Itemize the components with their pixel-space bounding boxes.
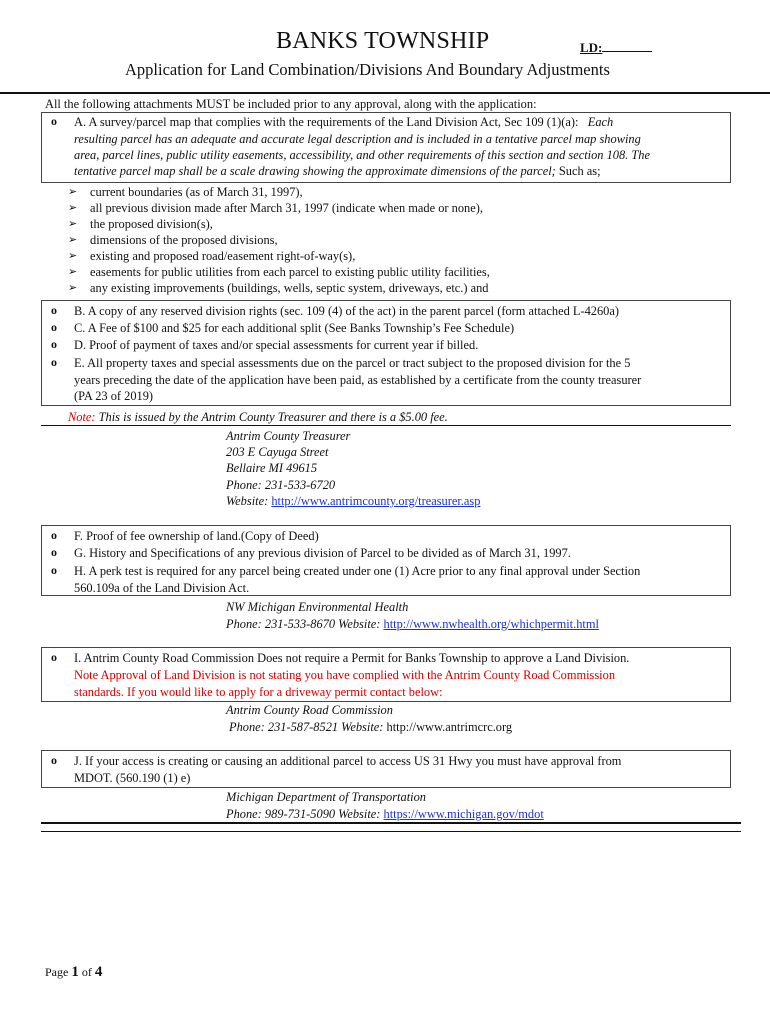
ld-blank-line <box>602 51 652 52</box>
item-j-line2: MDOT. (560.190 (1) e) <box>74 771 191 785</box>
item-a-line4: tentative parcel map shall be a scale drawing showing the approximate dimensions of the parcel; Such as; <box>74 164 601 178</box>
intro-text: All the following attachments MUST be included prior to any approval, along with the application: <box>45 97 537 111</box>
header-rule <box>0 92 770 94</box>
item-f: F. Proof of fee ownership of land.(Copy of Deed) <box>74 529 319 543</box>
item-h-line1: H. A perk test is required for any parcel being created under one (1) Acre prior to any final approval under Section <box>74 564 641 578</box>
bullet-f: o <box>51 528 57 542</box>
bullet-i: o <box>51 650 57 664</box>
note-rule <box>41 425 731 426</box>
mdot-name: Michigan Department of Transportation <box>226 790 426 804</box>
treasurer-name: Antrim County Treasurer <box>226 429 351 443</box>
bullet-g: o <box>51 545 57 559</box>
item-b: B. A copy of any reserved division rights (sec. 109 (4) of the act) in the parent parcel (form attached L-4260a) <box>74 304 619 318</box>
item-h-line2: 560.109a of the Land Division Act. <box>74 581 250 595</box>
arrow-bullet-icon: ➢ <box>68 266 78 278</box>
treasurer-city: Bellaire MI 49615 <box>226 461 318 475</box>
mdot-website-link[interactable]: https://www.michigan.gov/mdot <box>383 807 544 821</box>
arrow-bullet-icon: ➢ <box>68 282 78 294</box>
ld-field[interactable] <box>580 40 652 56</box>
item-g: G. History and Specifications of any previous division of Parcel to be divided as of March 31, 1997. <box>74 546 571 560</box>
item-c: C. A Fee of $100 and $25 for each additional split (See Banks Township’s Fee Schedule) <box>74 321 515 335</box>
bullet-d: o <box>51 337 57 351</box>
bullet-a: o <box>51 114 57 128</box>
treasurer-street: 203 E Cayuga Street <box>226 445 329 459</box>
road-phone-row: Phone: 231-587-8521 Website: http://www.antrimcrc.org <box>229 720 513 734</box>
arrow-bullet-icon: ➢ <box>68 218 78 230</box>
treasurer-note: Note: This is issued by the Antrim County Treasurer and there is a $5.00 fee. <box>68 410 448 424</box>
bullet-b: o <box>51 303 57 317</box>
bottom-rule-2 <box>41 831 741 832</box>
bullet-j: o <box>51 753 57 767</box>
mdot-phone-row: Phone: 989-731-5090 Website: https://www.michigan.gov/mdot <box>226 807 544 821</box>
health-website-link[interactable]: http://www.nwhealth.org/whichpermit.html <box>383 617 599 631</box>
item-j-line1: J. If your access is creating or causing an additional parcel to access US 31 Hwy you must have approval from <box>74 754 622 768</box>
item-i-note-line2: standards. If you would like to apply for a driveway permit contact below: <box>74 685 443 699</box>
form-subtitle: Application for Land Combination/Divisions And Boundary Adjustments <box>125 60 610 79</box>
item-e-line1: E. All property taxes and special assessments due on the parcel or tract subject to the proposed division for the 5 <box>74 356 631 370</box>
item-a-line3: area, parcel lines, public utility easements, accessibility, and other requirements of this section and section 108. The <box>74 148 650 162</box>
bottom-rule-1 <box>41 822 741 824</box>
treasurer-phone: Phone: 231-533-6720 <box>226 478 336 492</box>
treasurer-website-row: Website: http://www.antrimcounty.org/treasurer.asp <box>226 494 481 508</box>
page-number: Page 1 of 4 <box>45 964 103 980</box>
bullet-e: o <box>51 355 57 369</box>
item-e-line3: (PA 23 of 2019) <box>74 389 154 403</box>
bullet-c: o <box>51 320 57 334</box>
item-i-note-line1: Note Approval of Land Division is not stating you have complied with the Antrim County Road Commission <box>74 668 616 682</box>
health-name: NW Michigan Environmental Health <box>226 600 409 614</box>
road-website-text[interactable]: http://www.antrimcrc.org <box>386 720 513 734</box>
arrow-bullet-icon: ➢ <box>68 186 78 198</box>
road-name: Antrim County Road Commission <box>226 703 393 717</box>
arrow-bullet-icon: ➢ <box>68 250 78 262</box>
item-i-line1: I. Antrim County Road Commission Does not require a Permit for Banks Township to approve a Land Division. <box>74 651 630 665</box>
item-d: D. Proof of payment of taxes and/or special assessments for current year if billed. <box>74 338 479 352</box>
item-a-line2: resulting parcel has an adequate and accurate legal description and is included in a tentative parcel map showing <box>74 132 641 146</box>
arrow-bullet-icon: ➢ <box>68 234 78 246</box>
item-e-line2: years preceding the date of the application have been paid, as established by a certificate from the county treasurer <box>74 373 642 387</box>
item-a-line1: A. A survey/parcel map that complies with the requirements of the Land Division Act, Sec 109 (1)(a): Each <box>74 115 614 129</box>
ld-label: LD: <box>580 40 603 55</box>
bullet-h: o <box>51 563 57 577</box>
township-title: BANKS TOWNSHIP <box>276 28 490 54</box>
arrow-bullet-icon: ➢ <box>68 202 78 214</box>
treasurer-website-link[interactable]: http://www.antrimcounty.org/treasurer.asp <box>271 494 481 508</box>
health-phone-row: Phone: 231-533-8670 Website: http://www.nwhealth.org/whichpermit.html <box>226 617 599 631</box>
